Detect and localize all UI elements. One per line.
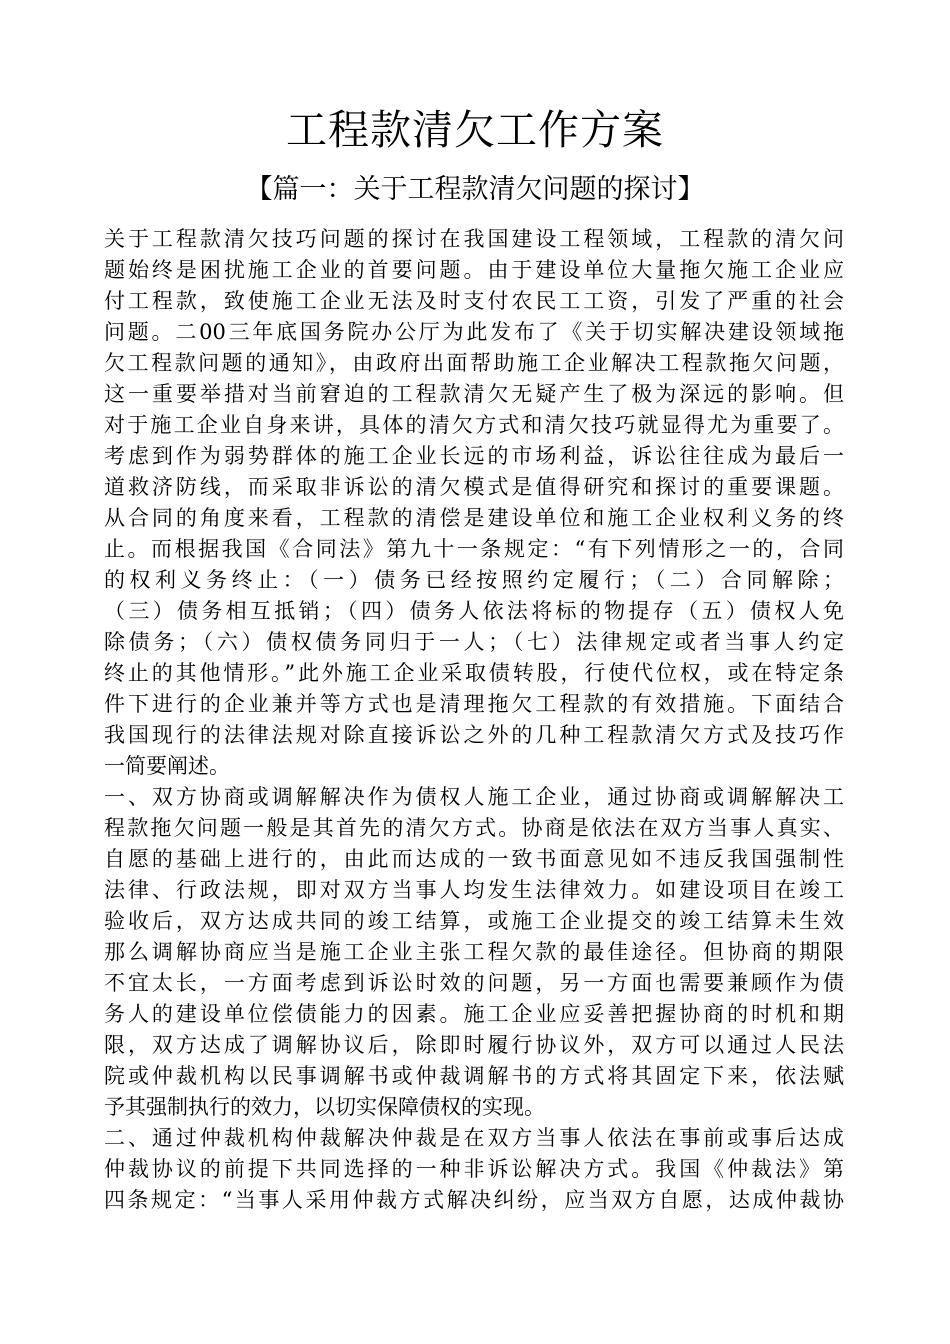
document-title: 工程款清欠工作方案 [286, 106, 664, 154]
body-line: 从合同的角度来看，工程款的清偿是建设单位和施工企业权利义务的终 [104, 506, 844, 530]
body-line: 的权利义务终止：（一）债务已经按照约定履行；（二）合同解除； [104, 568, 844, 592]
body-line: 件下进行的企业兼并等方式也是清理拖欠工程款的有效措施。下面结合 [104, 692, 844, 716]
document-body [104, 224, 844, 1216]
body-line: 这一重要举措对当前窘迫的工程款清欠无疑产生了极为深远的影响。但 [104, 382, 844, 406]
body-line: 四条规定：“当事人采用仲裁方式解决纠纷，应当双方自愿，达成仲裁协 [104, 1188, 844, 1212]
body-line: 一、双方协商或调解解决作为债权人施工企业，通过协商或调解解决工 [104, 785, 844, 809]
body-line: 关于工程款清欠技巧问题的探讨在我国建设工程领域，工程款的清欠问 [104, 227, 844, 251]
body-line: 道救济防线，而采取非诉讼的清欠模式是值得研究和探讨的重要课题。 [104, 475, 844, 499]
body-line: 法律、行政法规，即对双方当事人均发生法律效力。如建设项目在竣工 [104, 878, 844, 902]
body-line: 题始终是困扰施工企业的首要问题。由于建设单位大量拖欠施工企业应 [104, 258, 844, 282]
body-line: 自愿的基础上进行的，由此而达成的一致书面意见如不违反我国强制性 [104, 847, 844, 871]
body-line: 对于施工企业自身来讲，具体的清欠方式和清欠技巧就显得尤为重要了。 [104, 413, 844, 437]
body-line: 我国现行的法律法规对除直接诉讼之外的几种工程款清欠方式及技巧作 [104, 723, 844, 747]
body-line: 一简要阐述。 [104, 754, 230, 778]
body-line: 仲裁协议的前提下共同选择的一种非诉讼解决方式。我国《仲裁法》第 [104, 1157, 844, 1181]
body-line: 止。而根据我国《合同法》第九十一条规定：“有下列情形之一的，合同 [104, 537, 844, 561]
body-line: 不宜太长，一方面考虑到诉讼时效的问题，另一方面也需要兼顾作为债 [104, 971, 844, 995]
body-line: 二、通过仲裁机构仲裁解决仲裁是在双方当事人依法在事前或事后达成 [104, 1126, 844, 1150]
body-line: 验收后，双方达成共同的竣工结算，或施工企业提交的竣工结算未生效 [104, 909, 844, 933]
body-line: 院或仲裁机构以民事调解书或仲裁调解书的方式将其固定下来，依法赋 [104, 1064, 844, 1088]
body-line: 程款拖欠问题一般是其首先的清欠方式。协商是依法在双方当事人真实、 [104, 816, 844, 840]
body-line: 问题。二00三年底国务院办公厅为此发布了《关于切实解决建设领域拖 [104, 320, 844, 344]
body-line: 考虑到作为弱势群体的施工企业长远的市场利益，诉讼往往成为最后一 [104, 444, 844, 468]
body-line: （三）债务相互抵销；（四）债务人依法将标的物提存（五）债权人免 [104, 599, 844, 623]
body-line: 予其强制执行的效力，以切实保障债权的实现。 [104, 1095, 545, 1119]
body-line: 终止的其他情形。”此外施工企业采取债转股，行使代位权，或在特定条 [104, 661, 844, 685]
body-line: 限，双方达成了调解协议后，除即时履行协议外，双方可以通过人民法 [104, 1033, 844, 1057]
document-subtitle: 【篇一：关于工程款清欠问题的探讨】 [245, 174, 705, 205]
body-line: 除债务；（六）债权债务同归于一人；（七）法律规定或者当事人约定 [104, 630, 844, 654]
body-line: 务人的建设单位偿债能力的因素。施工企业应妥善把握协商的时机和期 [104, 1002, 844, 1026]
body-line: 那么调解协商应当是施工企业主张工程欠款的最佳途径。但协商的期限 [104, 940, 844, 964]
body-line: 欠工程款问题的通知》，由政府出面帮助施工企业解决工程款拖欠问题， [104, 351, 844, 375]
body-line: 付工程款，致使施工企业无法及时支付农民工工资，引发了严重的社会 [104, 289, 844, 313]
